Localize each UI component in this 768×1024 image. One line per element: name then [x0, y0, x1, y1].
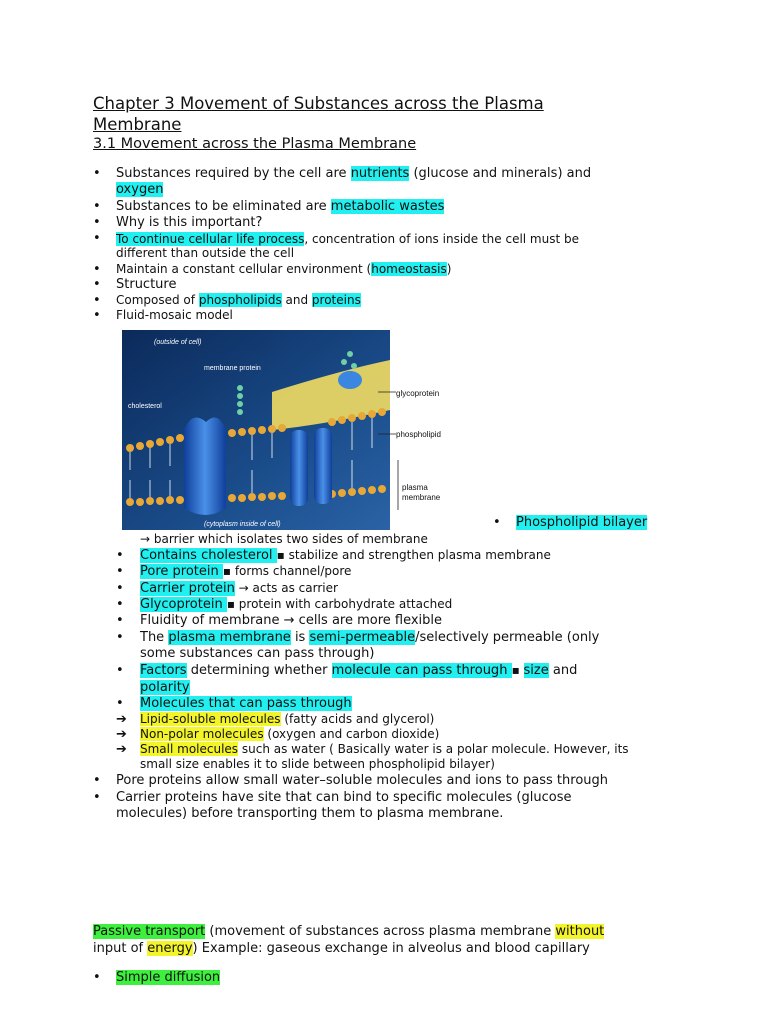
bullet: • — [93, 773, 101, 788]
list-item: Why is this important? — [116, 215, 263, 230]
list-item: To continue cellular life process, concentration of ions inside the cell must be — [116, 232, 580, 246]
highlight: To continue cellular life process — [116, 232, 305, 246]
bullet: • — [116, 564, 124, 579]
bullet: • — [93, 166, 101, 181]
chapter-title: Chapter 3 Movement of Substances across the Plasma Membrane — [93, 94, 544, 134]
bullet: • — [116, 548, 124, 563]
bullet: • — [93, 215, 101, 230]
highlight: Lipid-soluble molecules — [140, 712, 281, 726]
bullet: • — [93, 293, 101, 308]
bullet: • — [116, 630, 124, 645]
pore-protein-left — [290, 430, 308, 506]
list-item: Non-polar molecules (oxygen and carbon dioxide) — [140, 727, 440, 741]
section-title: 3.1 Movement across the Plasma Membrane — [93, 136, 417, 152]
arrow-bullet: ➔ — [116, 727, 127, 742]
list-item: Fluid-mosaic model — [116, 308, 233, 322]
highlight: polarity — [140, 680, 190, 695]
bullet: • — [116, 581, 124, 596]
pore-protein-right — [314, 428, 332, 504]
label-membrane: membrane — [402, 493, 441, 502]
highlight: phospholipids — [198, 293, 282, 307]
bullet: • — [116, 613, 124, 628]
highlight: Pore protein — [140, 564, 223, 579]
bullet: • — [93, 262, 101, 277]
arrow-bullet: ➔ — [116, 712, 127, 727]
paragraph: Passive transport (movement of substances across plasma membrane without — [93, 924, 605, 939]
highlight: oxygen — [116, 182, 164, 197]
arrow-bullet: ➔ — [116, 742, 127, 757]
list-item: Glycoprotein ▪ protein with carbohydrate attached — [140, 597, 453, 612]
list-item: Lipid-soluble molecules (fatty acids and glycerol) — [140, 712, 435, 726]
label-cholesterol: cholesterol — [128, 403, 162, 410]
list-item-continuation: molecules) before transporting them to plasma membrane. — [116, 806, 504, 821]
list-item: Maintain a constant cellular environment (homeostasis) — [116, 262, 452, 276]
list-item: Substances required by the cell are nutrients (glucose and minerals) and — [116, 166, 592, 181]
bullet: • — [493, 515, 501, 530]
label-membrane-protein: membrane protein — [204, 365, 261, 372]
highlight: energy — [147, 941, 193, 956]
list-item: Pore proteins allow small water–soluble molecules and ions to pass through — [116, 773, 609, 788]
glycoprotein-shape — [338, 371, 362, 389]
list-item: Contains cholesterol ▪ stabilize and strengthen plasma membrane — [140, 548, 551, 563]
bullet: • — [93, 231, 101, 246]
list-item: Composed of phospholipids and proteins — [116, 293, 361, 307]
highlight: metabolic wastes — [330, 199, 445, 214]
list-item: The plasma membrane is semi-permeable/selectively permeable (only — [140, 630, 600, 645]
highlight: molecule can pass through — [331, 663, 512, 678]
list-item — [116, 970, 220, 986]
highlight: Non-polar molecules — [140, 727, 264, 741]
list-item-continuation: small size enables it to slide between phospholipid bilayer) — [140, 757, 495, 771]
list-item: Pore protein ▪ forms channel/pore — [140, 564, 352, 579]
paragraph-continuation: input of energy) Example: gaseous exchange in alveolus and blood capillary — [93, 941, 590, 956]
label-outside: (outside of cell) — [154, 339, 202, 346]
highlight: Factors — [140, 663, 187, 678]
bullet: • — [93, 199, 101, 214]
highlight: proteins — [311, 293, 361, 307]
bullet: • — [93, 790, 101, 805]
highlight: Contains cholesterol — [140, 548, 277, 563]
bullet: • — [116, 597, 124, 612]
membrane-protein-shape — [184, 418, 226, 516]
highlight: Simple diffusion — [116, 970, 221, 985]
highlight: nutrients — [350, 166, 410, 181]
list-item: Structure — [116, 277, 177, 292]
label-glycoprotein: glycoprotein — [396, 389, 440, 398]
bullet: • — [93, 308, 101, 323]
highlight: semi-permeable — [309, 630, 416, 645]
list-item — [516, 515, 647, 531]
highlight: plasma membrane — [168, 630, 291, 645]
list-item-continuation — [140, 680, 190, 696]
list-item: Carrier protein → acts as carrier — [140, 581, 338, 596]
bullet: • — [93, 277, 101, 292]
label-phospholipid: phospholipid — [396, 430, 441, 439]
list-item-continuation: different than outside the cell — [116, 246, 295, 260]
highlight: without — [555, 924, 605, 939]
label-plasma: plasma — [402, 483, 428, 492]
bullet: • — [116, 696, 124, 711]
list-item: Fluidity of membrane → cells are more flexible — [140, 613, 443, 628]
highlight: Small molecules — [140, 742, 239, 756]
highlight: size — [523, 663, 549, 678]
figure-callout-lines — [378, 360, 408, 510]
highlight: Passive transport — [93, 924, 206, 939]
list-item — [140, 696, 352, 712]
list-item: Carrier proteins have site that can bind to specific molecules (glucose — [116, 790, 572, 805]
list-item-continuation — [116, 182, 163, 198]
highlight: Glycoprotein — [140, 597, 227, 612]
label-inside: (cytoplasm inside of cell) — [204, 521, 281, 528]
highlight: Carrier protein — [140, 581, 235, 596]
list-item-continuation: some substances can pass through) — [140, 646, 375, 661]
highlight: Phospholipid bilayer — [516, 515, 648, 530]
list-item-continuation: → barrier which isolates two sides of membrane — [140, 532, 428, 546]
highlight: Molecules that can pass through — [140, 696, 352, 711]
list-item: Substances to be eliminated are metabolic wastes — [116, 199, 445, 214]
fluid-mosaic-figure — [122, 330, 390, 530]
highlight: homeostasis — [371, 262, 447, 276]
list-item: Small molecules such as water ( Basically water is a polar molecule. However, its — [140, 742, 629, 756]
bullet: • — [93, 970, 101, 985]
bullet: • — [116, 663, 124, 678]
list-item: Factors determining whether molecule can pass through ▪ size and — [140, 663, 578, 678]
